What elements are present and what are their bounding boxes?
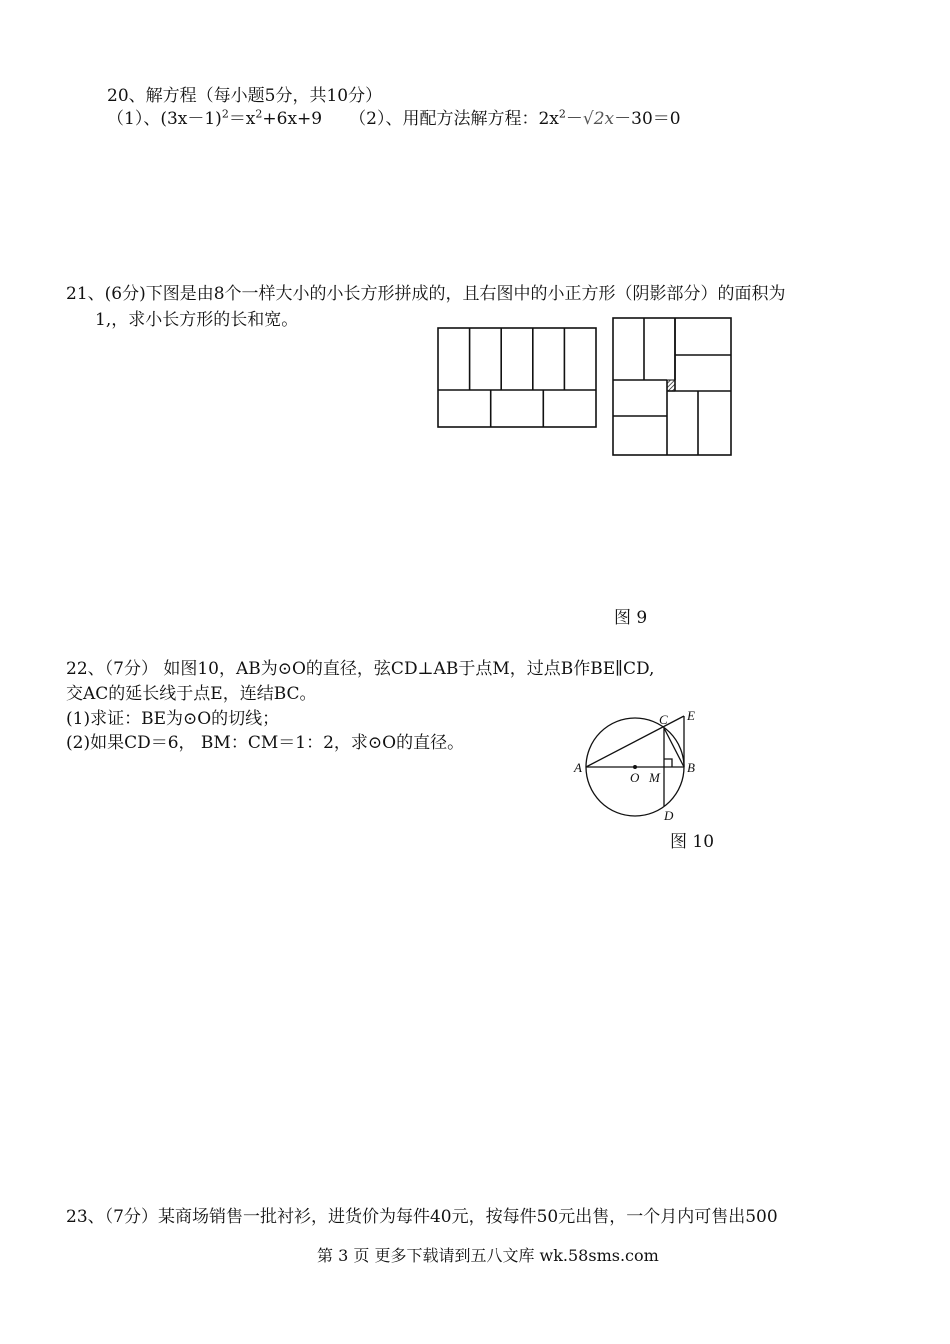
label-b: B bbox=[687, 760, 695, 775]
label-c: C bbox=[659, 712, 668, 727]
q21-figure-left bbox=[436, 326, 598, 430]
q20-part1-pre: （1）、(3x－1) bbox=[107, 109, 222, 129]
q21-line1: 21、(6分)下图是由8个一样大小的小长方形拼成的，且右图中的小正方形（阴影部分）的面积为 bbox=[66, 284, 786, 304]
q21-figure-right bbox=[611, 316, 733, 458]
q20-part1-post: ＝x bbox=[228, 109, 256, 129]
q20-part2-tail: －30＝0 bbox=[614, 109, 681, 129]
label-a: A bbox=[574, 760, 582, 775]
q22-figure-caption: 图 10 bbox=[670, 832, 715, 852]
q20-part2-mid: － bbox=[565, 109, 583, 129]
q22-line4: (2)如果CD＝6， BM：CM＝1：2，求⊙O的直径。 bbox=[66, 733, 465, 753]
q20-part2-sup: 2 bbox=[558, 107, 566, 121]
q20-title: 20、解方程（每小题5分，共10分） bbox=[107, 86, 383, 106]
q22-line3: (1)求证：BE为⊙O的切线； bbox=[66, 709, 280, 729]
q20-part1-tail: +6x+9 bbox=[262, 109, 323, 129]
q20-part1-sup: 2 bbox=[221, 107, 229, 121]
q22-line2: 交AC的延长线于点E，连结BC。 bbox=[66, 684, 317, 704]
q22-figure bbox=[570, 706, 710, 826]
label-d: D bbox=[664, 808, 674, 823]
q20-part2-sqrt: √2x bbox=[582, 109, 615, 129]
q21-figure-caption: 图 9 bbox=[614, 608, 648, 628]
label-m: M bbox=[649, 770, 660, 785]
shaded-square bbox=[667, 380, 675, 391]
q23-line1: 23、（7分）某商场销售一批衬衫，进货价为每件40元，按每件50元出售，一个月内可售出500 bbox=[66, 1207, 778, 1227]
q20-equations bbox=[107, 109, 681, 129]
q21-line2: 1,，求小长方形的长和宽。 bbox=[95, 310, 299, 330]
page-footer: 第 3 页 更多下载请到五八文库 wk.58sms.com bbox=[317, 1246, 659, 1265]
q22-line1: 22、（7分） 如图10，AB为⊙O的直径，弦CD⊥AB于点M，过点B作BE∥CD, bbox=[66, 659, 655, 679]
label-e: E bbox=[687, 708, 695, 723]
q20-part2-pre: （2）、用配方法解方程：2x bbox=[349, 109, 559, 129]
q20-part1-sup2: 2 bbox=[255, 107, 263, 121]
label-o: O bbox=[630, 770, 640, 785]
